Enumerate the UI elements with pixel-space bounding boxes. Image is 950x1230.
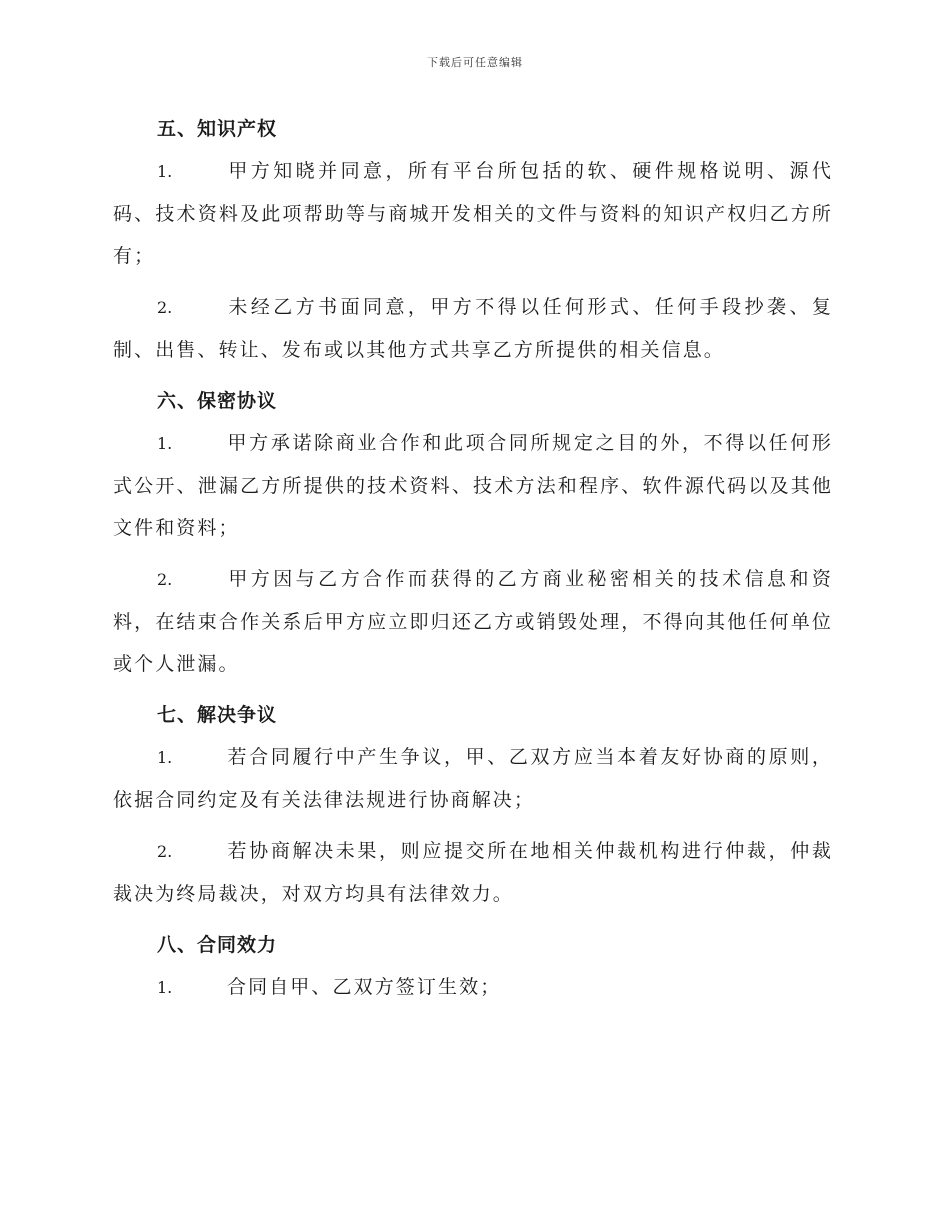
clause: [113, 422, 833, 549]
clause-number: 1.: [157, 978, 173, 997]
section-heading-dispute-resolution: 七、解决争议: [157, 704, 278, 726]
clause: [113, 558, 833, 685]
clause-number: 1.: [157, 748, 173, 767]
section-heading-intellectual-property: 五、知识产权: [157, 118, 278, 140]
clause-text: 甲方因与乙方合作而获得的乙方商业秘密相关的技术信息和资料，在结束合作关系后甲方应立即归还乙方或销毁处理，不得向其他任何单位或个人泄漏。: [113, 568, 833, 675]
page-header-note: 下载后可任意编辑: [427, 56, 523, 69]
clause-text: 甲方知晓并同意，所有平台所包括的软、硬件规格说明、源代码、技术资料及此项帮助等与商城开发相关的文件与资料的知识产权归乙方所有；: [113, 160, 833, 267]
clause: [113, 830, 833, 915]
clause-number: 1.: [157, 434, 173, 453]
section-heading-confidentiality: 六、保密协议: [157, 390, 278, 412]
clause: [113, 736, 833, 821]
section-heading-contract-validity: 八、合同效力: [157, 934, 278, 956]
document-body: [113, 108, 833, 1018]
clause: [113, 966, 833, 1009]
clause-text: 若协商解决未果，则应提交所在地相关仲裁机构进行仲裁，仲裁裁决为终局裁决，对双方均具有法律效力。: [113, 840, 833, 905]
clause-text: 甲方承诺除商业合作和此项合同所规定之目的外，不得以任何形式公开、泄漏乙方所提供的技术资料、技术方法和程序、软件源代码以及其他文件和资料；: [113, 432, 833, 539]
clause: [113, 286, 833, 371]
clause-number: 2.: [157, 842, 173, 861]
clause-text: 若合同履行中产生争议，甲、乙双方应当本着友好协商的原则，依据合同约定及有关法律法规进行协商解决；: [113, 746, 833, 811]
clause: [113, 150, 833, 277]
clause-number: 1.: [157, 162, 173, 181]
clause-text: 未经乙方书面同意，甲方不得以任何形式、任何手段抄袭、复制、出售、转让、发布或以其他方式共享乙方所提供的相关信息。: [113, 296, 833, 361]
clause-text: 合同自甲、乙双方签订生效；: [227, 976, 502, 998]
clause-number: 2.: [157, 298, 173, 317]
clause-number: 2.: [157, 570, 173, 589]
